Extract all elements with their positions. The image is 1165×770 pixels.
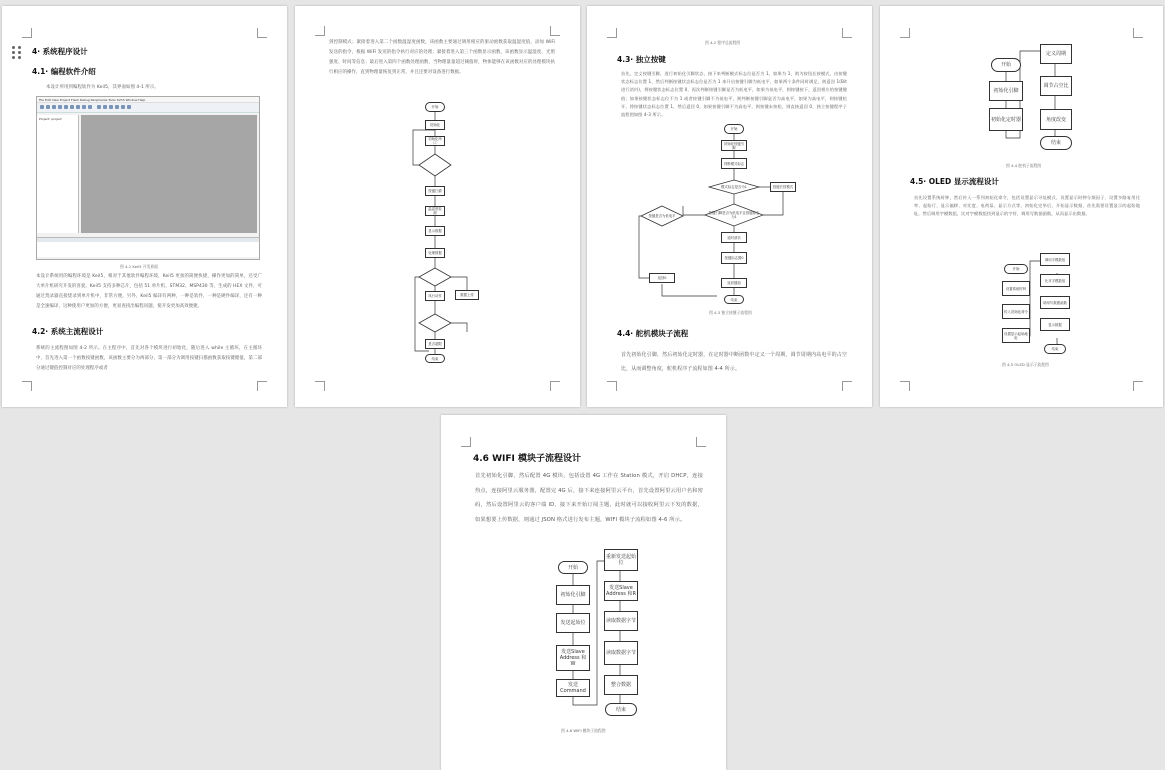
- keil-editor-area: [81, 115, 257, 233]
- flow-step: 调用写数据函数: [1040, 296, 1070, 309]
- page-header-caption: 图 4-2 程序总流程图: [705, 40, 741, 45]
- flow-decision: 按键是否为低电平: [648, 214, 676, 218]
- keil-screenshot: [36, 96, 260, 260]
- flow-step: 是否超限: [425, 339, 445, 349]
- flow-end: 结束: [724, 295, 744, 304]
- paragraph: 首先初始化引脚，然后配置 4G 模块，包括设置 4G 工作在 Station 模式，开启 DHCP，连接热点，连接阿里云服务器，配置完 4G 后，接下来连接阿里云平台，首先设置阿里云用户名和密码，然后设置阿里云的客户端 ID，接下来开始订阅主题，此时就可以接收阿里云下发的数据，如果想要上传数据，则通过 JSON 格式进行发布主题，WIFI 模块子流程如图 4-6 所示。: [475, 473, 703, 523]
- flow-step: 数据上传: [455, 290, 479, 300]
- subsection-heading: 4.2· 系统主流程设计: [32, 327, 104, 336]
- document-page-5: [441, 415, 726, 770]
- subsection-heading: 4.3· 独立按键: [617, 55, 666, 64]
- flow-step: 角度改变: [1040, 109, 1072, 130]
- flow-step: 定义周期: [1040, 44, 1072, 64]
- flow-step: 比对字模数组: [1040, 274, 1070, 287]
- flow-step: 温湿度检测: [425, 206, 445, 216]
- page-corner-mark: [22, 381, 32, 391]
- flow-step: 返回0: [649, 273, 675, 283]
- flow-step: 初始化引脚: [556, 585, 590, 605]
- flow-step: 处理数据: [425, 248, 445, 258]
- flow-step: 重新发送起始位: [604, 549, 638, 571]
- flow-step: 初始化串口: [425, 136, 445, 146]
- flow-step: 初始化引脚: [989, 81, 1023, 101]
- flow-step: 显示数据: [425, 226, 445, 236]
- figure-caption: 图 4-6 WIFI 模块子流程图: [561, 728, 606, 733]
- flow-step: 设置系统时钟: [1002, 281, 1030, 296]
- paragraph: 到控制模式；紧接着进入第二个函数温湿度函数，该函数主要通过调用相应的驱动函数获取温湿度值，添加 WiFi 发送的指令，根据 WiFi 发送的指令执行对应的处理；紧接着进入第三个函数显示函数，该函数显示温湿度、光照强度、时间等信息；最后进入第四个函数处理函数，当物理量量超过阈值时，物体能够在该函数对应的处理模块执行相应的操作，直到物理量恢复到正常，并且还要对设备进行数据。: [329, 40, 555, 75]
- subsection-heading: 4.5· OLED 显示流程设计: [910, 177, 999, 186]
- flow-step: 按键长按模式: [770, 182, 796, 192]
- page-corner-mark: [22, 28, 32, 38]
- document-page-2: [295, 6, 580, 407]
- flow-decision: 模式标志是否为1: [721, 185, 747, 189]
- flow-step: 按键标志置0: [721, 252, 747, 264]
- flow-end: 结束: [1044, 344, 1066, 354]
- flow-end: 结束: [1040, 136, 1072, 150]
- flow-end: 结束: [605, 703, 637, 716]
- keil-project-panel: Project: project: [37, 115, 79, 233]
- flow-step: 初始化: [425, 120, 445, 130]
- drag-handle-icon[interactable]: [12, 46, 22, 60]
- flow-step: 执行动作: [425, 291, 445, 301]
- keil-menubar: File Edit View Project Flash Debug Peripherals Tools SVCS Window Help: [37, 97, 259, 103]
- flow-end: 结束: [425, 354, 445, 363]
- page-corner-mark: [257, 28, 267, 38]
- flow-start: 开始: [1004, 264, 1028, 274]
- flow-start: 开始: [724, 124, 744, 134]
- flow-step: 读取数据字节: [604, 611, 638, 631]
- flow-step: 读取数据字节: [604, 641, 638, 665]
- flow-step: 按键扫描: [425, 186, 445, 196]
- figure-caption: 图 4-1 Keil5 开发界面: [120, 264, 158, 269]
- flow-step: 整合数据: [604, 675, 638, 695]
- subsection-heading: 4.4· 舵机模块子流程: [617, 329, 689, 338]
- flow-step: 初始化按键引脚: [721, 140, 747, 151]
- flow-step: 显示数据: [1040, 318, 1070, 331]
- flow-step: 调节占空比: [1040, 76, 1072, 96]
- paragraph: 本设计系统用的编程环境是 Keil5，相对于其他软件编程环境，Keil5 更加的简便快捷，操作更加的简单，还受广大单片机研究开发的喜爱。Keil5 支持多种芯片，包括 51 单片机、STM32、MSP430 等，生成的 HEX 文件，可通过烧录器直接烧录到单片机中，非常方便。另外，Keil5 编译有两种，一种是软件，一种是硬件编译，还有一种是全速编译，这种使用户更加的方便，更易查找出编程问题，使开发更加高效便捷。: [36, 274, 262, 309]
- flow-step: 延时消抖: [721, 232, 747, 243]
- flow-step: 发送起始位: [556, 613, 590, 633]
- flow-step: 判断模式标志: [721, 158, 747, 169]
- keil-build-output: [37, 237, 259, 257]
- figure-caption: 图 4-4 舵机子流程图: [1006, 163, 1042, 168]
- flow-decision: 按键引脚是否为低电平且按键标志为1: [708, 211, 760, 219]
- keil-toolbar: [37, 103, 259, 113]
- flow-step: 传入初始化命令: [1002, 304, 1030, 319]
- figure-caption: 图 4-5 OLED 显示子流程图: [1002, 362, 1049, 367]
- flow-start: 开始: [991, 58, 1021, 72]
- flow-step: 发送Slave Address 和R: [604, 581, 638, 601]
- page-corner-mark: [257, 381, 267, 391]
- paragraph: 首先设置系统时钟，然后传入一系列初始化命令，包括设置显示寻址模式、设置显示时钟分频因子、设置多路复用比率、起始行、显示偏移、对比度、电荷泵、显示方式等，初始化完毕后，开始显示数据，首先需要设置显示的起始地址，然后调用字模数组，比对字模数组找到显示的字符，调用写数据函数，从而显示出数据。: [914, 195, 1140, 217]
- paragraph: 首先初始化引脚，然后初始化定时器，在定时器中断函数中定义一个周期，调节周期内高电平的占空比，从而调整角度，舵机程序子流程如图 4-4 所示。: [621, 352, 847, 372]
- subsection-heading: 4.6 WIFI 模块子流程设计: [473, 454, 581, 464]
- flow-start: 开始: [558, 561, 588, 574]
- paragraph: 本设计所用到编程软件为 Keil5，其界面如图 4-1 所示。: [46, 85, 159, 90]
- flow-step: 调用字模数组: [1040, 253, 1070, 266]
- paragraph: 系统的主流程图如图 4-2 所示。在主程序中，首先对各个模块进行初始化，随后进入 while 主循环，在主循环中，首先进入第一个函数按键函数，该函数主要分为两部分，第一部分为调用按键扫描函数获取按键键值，第二部分通过键值控制对应的处理程序或者: [36, 346, 262, 371]
- flow-start: 开始: [425, 102, 445, 112]
- document-page-4: [880, 6, 1163, 407]
- document-page-3: [587, 6, 872, 407]
- section-heading: 4· 系统程序设计: [32, 47, 88, 56]
- paragraph: 首先，定义按键引脚，进行初始化引脚状态，接下来判断模式标志位是否为 1，如果为 1，则为按钮长按模式，由按键状态标志位置 1，然后判断按键状态标志位是否为 1 来开启按键引脚为低电平，如果两个条件同时满足，则返回 1(Bit 进行消抖)，将按键状态标志位置 0，再次判断按键引脚是否为低电平，如果为低电平，则按键按下，返回相应的按键键值；如果按键状态标志位不为 1 或者按键引脚不为低电平，则判断按键引脚是否为高电平，如果为高电平，则按键松开，将按键状态标志位置 1，然后返回 0，如果按键引脚不为高电平，则按键未按松，则直接返回 0，独立按键程序子流程图如图 4-3 所示。: [621, 71, 847, 118]
- flow-step: 返回键值: [721, 278, 747, 288]
- subsection-heading: 4.1· 编程软件介绍: [32, 67, 96, 76]
- flow-step: 设置显示起始地址: [1002, 328, 1030, 343]
- flow-step: 发送Command: [556, 679, 590, 697]
- key-flowchart-connectors: [587, 6, 872, 407]
- document-page-1: [2, 6, 287, 407]
- figure-caption: 图 4-3 独立按键子流程图: [709, 310, 752, 315]
- flow-step: 初始化定时器: [989, 108, 1023, 131]
- flow-step: 发送Slave Address 和W: [556, 645, 590, 671]
